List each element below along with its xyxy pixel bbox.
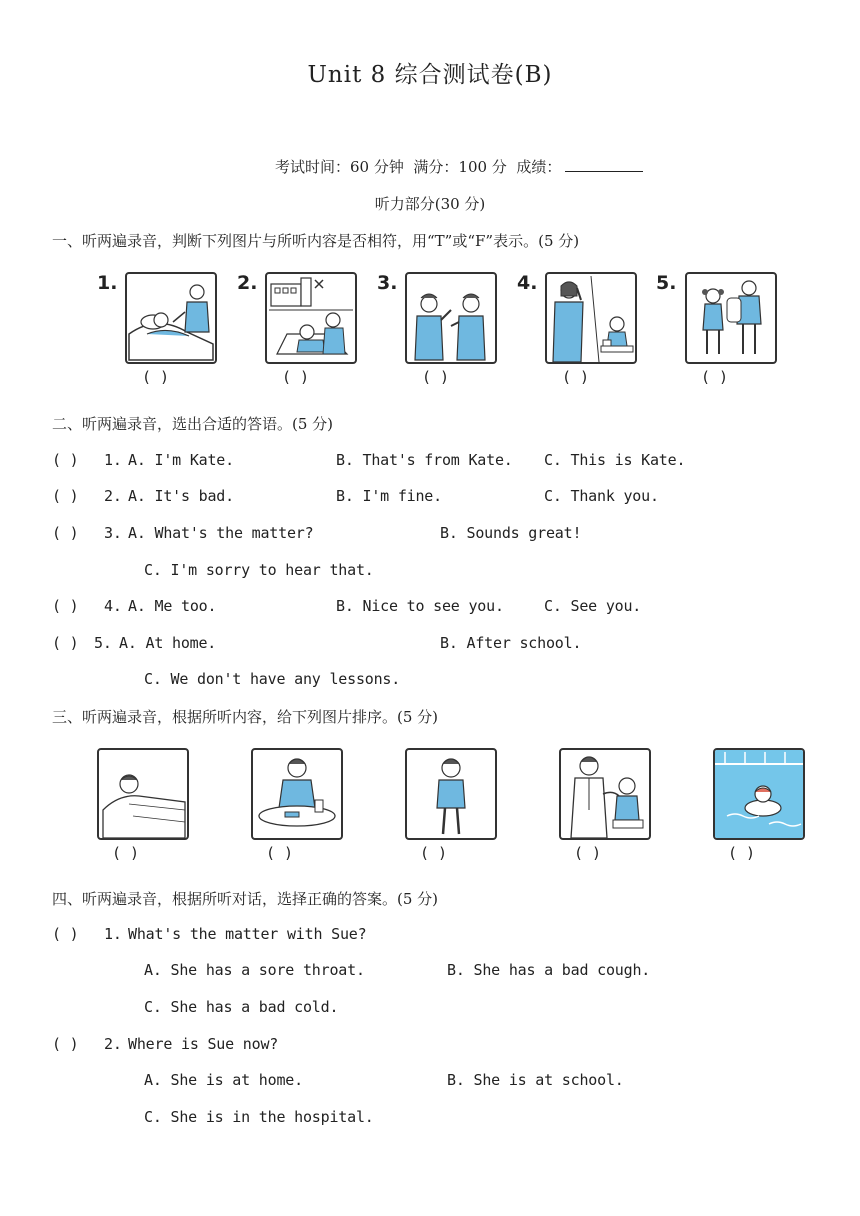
option-a: A. I'm Kate. bbox=[128, 451, 234, 469]
question-number: 5. bbox=[94, 634, 112, 652]
answer-paren[interactable]: ( ) bbox=[52, 524, 79, 542]
option-a: A. Me too. bbox=[128, 597, 217, 615]
option-b: B. That's from Kate. bbox=[336, 451, 513, 469]
section-2-heading: 二、听两遍录音，选出合适的答语。(5 分) bbox=[52, 415, 334, 433]
section-1-heading: 一、听两遍录音，判断下列图片与所听内容是否相符，用“T”或“F”表示。(5 分) bbox=[52, 232, 580, 250]
picture-number: 2. bbox=[237, 272, 258, 294]
option-a: A. She is at home. bbox=[144, 1071, 303, 1089]
answer-paren[interactable]: ( ) bbox=[52, 487, 79, 505]
exam-time: 考试时间：60 分钟 bbox=[275, 158, 404, 176]
option-b: B. After school. bbox=[440, 634, 582, 652]
sequence-picture-5 bbox=[713, 748, 805, 840]
section-4-heading: 四、听两遍录音，根据所听对话，选择正确的答案。(5 分) bbox=[52, 890, 439, 908]
picture-3 bbox=[405, 272, 497, 364]
sequence-picture-1 bbox=[97, 748, 189, 840]
child-in-bed-illustration bbox=[127, 274, 215, 362]
school-and-sick-boy-illustration bbox=[267, 274, 355, 362]
two-boys-greeting-illustration bbox=[407, 274, 495, 362]
question-number: 2. bbox=[104, 1035, 122, 1053]
picture-5 bbox=[685, 272, 777, 364]
answer-paren-s3-5[interactable]: ( ) bbox=[728, 844, 756, 862]
answer-paren-3[interactable]: ( ) bbox=[422, 368, 450, 386]
answer-paren-s3-4[interactable]: ( ) bbox=[574, 844, 602, 862]
question-number: 1. bbox=[104, 925, 122, 943]
option-c: C. See you. bbox=[544, 597, 642, 615]
picture-number: 3. bbox=[377, 272, 398, 294]
option-b: B. She is at school. bbox=[447, 1071, 624, 1089]
question-number: 2. bbox=[104, 487, 122, 505]
page-title: Unit 8 综合测试卷(B) bbox=[307, 62, 553, 88]
option-a: A. At home. bbox=[119, 634, 217, 652]
answer-paren-s3-3[interactable]: ( ) bbox=[420, 844, 448, 862]
question-number: 4. bbox=[104, 597, 122, 615]
two-children-illustration bbox=[687, 274, 775, 362]
boy-taking-medicine-illustration bbox=[253, 750, 341, 838]
phone-call-illustration bbox=[547, 274, 635, 362]
picture-1 bbox=[125, 272, 217, 364]
option-c: C. She has a bad cold. bbox=[144, 998, 339, 1016]
full-score: 满分：100 分 bbox=[413, 158, 507, 176]
section-3-heading: 三、听两遍录音，根据所听内容，给下列图片排序。(5 分) bbox=[52, 708, 439, 726]
boy-sick-in-bed-illustration bbox=[99, 750, 187, 838]
grade-label: 成绩： bbox=[516, 158, 562, 176]
sequence-picture-4 bbox=[559, 748, 651, 840]
boy-standing-illustration bbox=[407, 750, 495, 838]
picture-4 bbox=[545, 272, 637, 364]
answer-paren[interactable]: ( ) bbox=[52, 925, 79, 943]
listening-part-title: 听力部分(30 分) bbox=[374, 195, 486, 213]
option-b: B. I'm fine. bbox=[336, 487, 442, 505]
option-a: A. What's the matter? bbox=[128, 524, 314, 542]
answer-paren[interactable]: ( ) bbox=[52, 1035, 79, 1053]
option-c: C. We don't have any lessons. bbox=[144, 670, 401, 688]
grade-blank[interactable] bbox=[565, 157, 643, 172]
exam-meta bbox=[275, 156, 643, 177]
option-c: C. This is Kate. bbox=[544, 451, 686, 469]
answer-paren-1[interactable]: ( ) bbox=[142, 368, 170, 386]
doctor-examining-boy-illustration bbox=[561, 750, 649, 838]
option-c: C. I'm sorry to hear that. bbox=[144, 561, 374, 579]
option-b: B. She has a bad cough. bbox=[447, 961, 651, 979]
picture-number: 1. bbox=[97, 272, 118, 294]
option-b: B. Nice to see you. bbox=[336, 597, 504, 615]
sequence-picture-2 bbox=[251, 748, 343, 840]
option-c: C. Thank you. bbox=[544, 487, 659, 505]
option-b: B. Sounds great! bbox=[440, 524, 582, 542]
question-stem: Where is Sue now? bbox=[128, 1035, 279, 1053]
picture-number: 5. bbox=[656, 272, 677, 294]
answer-paren[interactable]: ( ) bbox=[52, 451, 79, 469]
option-a: A. She has a sore throat. bbox=[144, 961, 365, 979]
boy-swimming-illustration bbox=[715, 750, 803, 838]
answer-paren-2[interactable]: ( ) bbox=[282, 368, 310, 386]
question-number: 3. bbox=[104, 524, 122, 542]
option-a: A. It's bad. bbox=[128, 487, 234, 505]
option-c: C. She is in the hospital. bbox=[144, 1108, 374, 1126]
answer-paren-4[interactable]: ( ) bbox=[562, 368, 590, 386]
sequence-picture-3 bbox=[405, 748, 497, 840]
question-number: 1. bbox=[104, 451, 122, 469]
answer-paren[interactable]: ( ) bbox=[52, 634, 79, 652]
answer-paren[interactable]: ( ) bbox=[52, 597, 79, 615]
question-stem: What's the matter with Sue? bbox=[128, 925, 367, 943]
picture-2 bbox=[265, 272, 357, 364]
picture-number: 4. bbox=[517, 272, 538, 294]
answer-paren-s3-2[interactable]: ( ) bbox=[266, 844, 294, 862]
answer-paren-s3-1[interactable]: ( ) bbox=[112, 844, 140, 862]
answer-paren-5[interactable]: ( ) bbox=[701, 368, 729, 386]
